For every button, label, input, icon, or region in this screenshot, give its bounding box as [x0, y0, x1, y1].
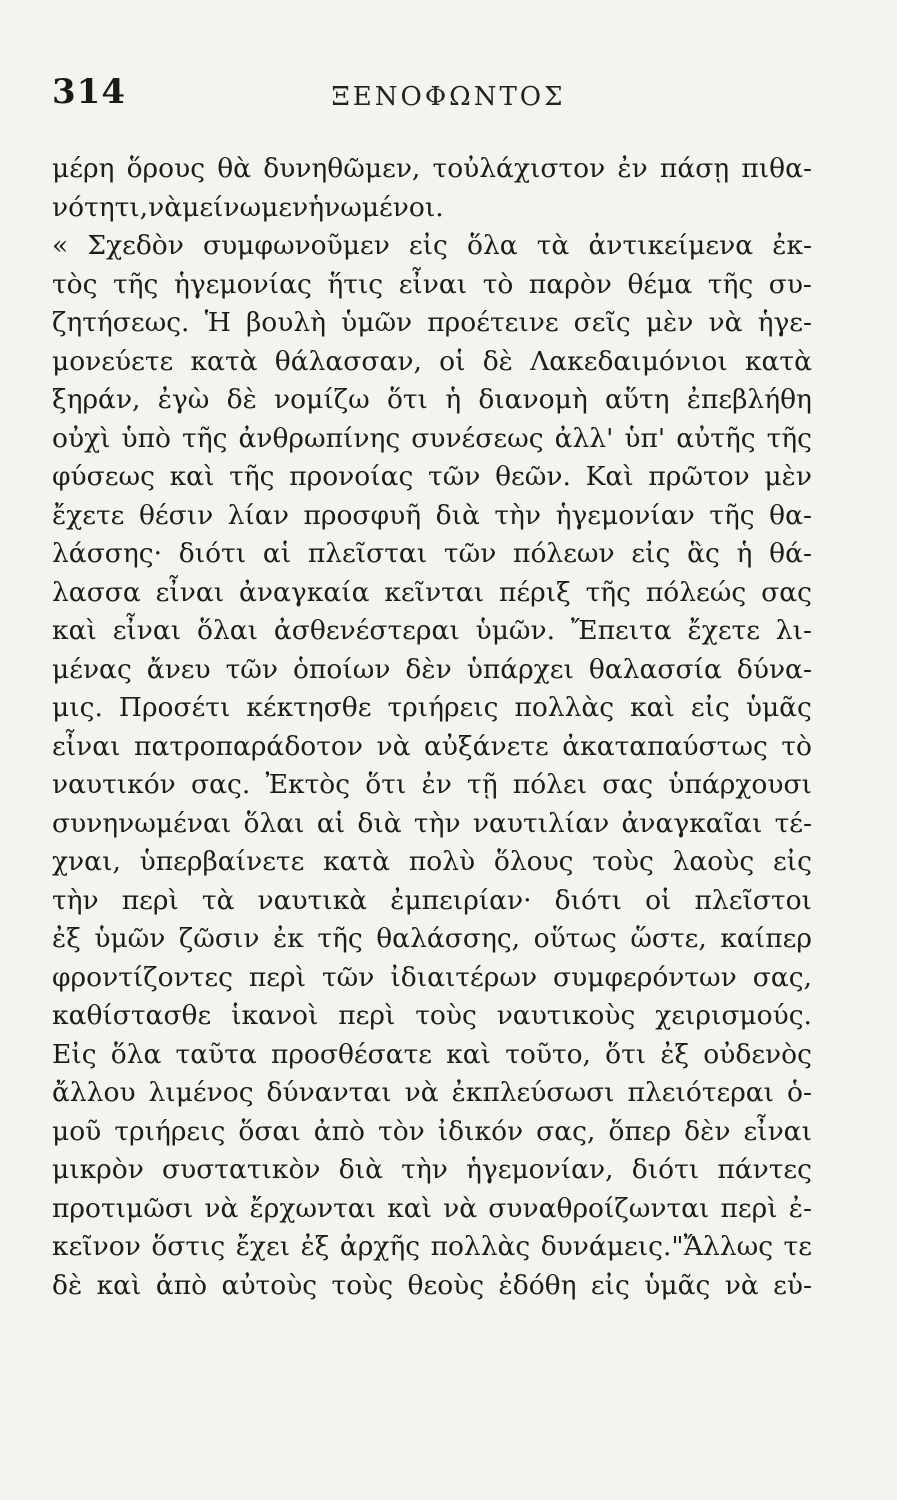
text-line: τὸς τῆς ἡγεμονίας ἥτις εἶναι τὸ παρὸν θέμα τῆς συ-: [52, 268, 812, 300]
text-line: προτιμῶσι νὰ ἔρχωνται καὶ νὰ συναθροίζωνται περὶ ἐ-: [52, 1192, 812, 1224]
text-line: μέρη ὅρους θὰ δυνηθῶμεν, τοὐλάχιστον ἐν πάσῃ πιθα-: [52, 153, 812, 184]
text-line: νότητι, νὰ μείνωμεν ἡνωμένοι.: [52, 191, 444, 223]
text-line: χναι, ὑπερβαίνετε κατὰ πολὺ ὅλους τοὺς λαοὺς εἰς: [52, 846, 812, 877]
text-line: ἄλλου λιμένος δύνανται νὰ ἐκπλεύσωσι πλειότεραι ὁ-: [52, 1077, 812, 1108]
text-line: συνηνωμέναι ὅλαι αἱ διὰ τὴν ναυτιλίαν ἀναγκαῖαι τέ-: [52, 807, 812, 839]
text-line: δὲ καὶ ἀπὸ αὐτοὺς τοὺς θεοὺς ἐδόθη εἰς ὑμᾶς νὰ εὑ-: [52, 1269, 812, 1301]
text-line: καθίστασθε ἱκανοὶ περὶ τοὺς ναυτικοὺς χειρισμούς.: [52, 1000, 812, 1031]
text-line: κεῖνον ὅστις ἔχει ἐξ ἀρχῆς πολλὰς δυνάμεις."Ἄλλως τε: [52, 1231, 812, 1262]
text-line: καὶ εἶναι ὅλαι ἀσθενέστεραι ὑμῶν. Ἔπειτα ἔχετε λι-: [52, 615, 812, 646]
text-line: λασσα εἶναι ἀναγκαία κεῖνται πέριξ τῆς πόλεώς σας: [52, 576, 812, 608]
body-text: [52, 150, 812, 1305]
text-line: μικρὸν συστατικὸν διὰ τὴν ἡγεμονίαν, διότι πάντες: [52, 1154, 812, 1185]
text-line: φύσεως καὶ τῆς προνοίας τῶν θεῶν. Καὶ πρῶτον μὲν: [52, 461, 812, 492]
text-line: ξηράν, ἐγὼ δὲ νομίζω ὅτι ἡ διανομὴ αὕτη ἐπεβλήθη: [52, 384, 812, 415]
text-line: « Σχεδὸν συμφωνοῦμεν εἰς ὅλα τὰ ἀντικείμενα ἐκ-: [52, 230, 812, 261]
text-line: μένας ἄνευ τῶν ὁποίων δὲν ὑπάρχει θαλασσία δύνα-: [52, 653, 812, 685]
text-line: τὴν περὶ τὰ ναυτικὰ ἐμπειρίαν· διότι οἱ πλεῖστοι: [52, 884, 812, 916]
text-line: εἶναι πατροπαράδοτον νὰ αὐξάνετε ἀκαταπαύστως τὸ: [52, 730, 812, 762]
running-head: ΞΕΝΟΦΩΝΤΟΣ: [331, 82, 566, 112]
text-line: ἔχετε θέσιν λίαν προσφυῆ διὰ τὴν ἡγεμονίαν τῆς θα-: [52, 499, 812, 531]
text-line: οὐχὶ ὑπὸ τῆς ἀνθρωπίνης συνέσεως ἀλλ' ὑπ' αὐτῆς τῆς: [52, 422, 812, 454]
text-line: Εἰς ὅλα ταῦτα προσθέσατε καὶ τοῦτο, ὅτι ἐξ οὐδενὸς: [52, 1038, 812, 1070]
text-line: ζητήσεως. Ἡ βουλὴ ὑμῶν προέτεινε σεῖς μὲν νὰ ἡγε-: [52, 307, 812, 338]
text-line: ναυτικόν σας. Ἐκτὸς ὅτι ἐν τῇ πόλει σας ὑπάρχουσι: [52, 769, 812, 800]
text-line: μις. Προσέτι κέκτησθε τριήρεις πολλὰς καὶ εἰς ὑμᾶς: [52, 692, 812, 723]
text-line: ἐξ ὑμῶν ζῶσιν ἐκ τῆς θαλάσσης, οὕτως ὥστε, καίπερ: [52, 923, 812, 954]
text-line: φροντίζοντες περὶ τῶν ἰδιαιτέρων συμφερόντων σας,: [52, 961, 812, 993]
text-line: μονεύετε κατὰ θάλασσαν, οἱ δὲ Λακεδαιμόνιοι κατὰ: [52, 345, 812, 377]
page-number: 314: [52, 72, 126, 112]
text-line: λάσσης· διότι αἱ πλεῖσται τῶν πόλεων εἰς ἃς ἡ θά-: [52, 538, 812, 569]
text-line: μοῦ τριήρεις ὅσαι ἀπὸ τὸν ἰδικόν σας, ὅπερ δὲν εἶναι: [52, 1115, 812, 1147]
